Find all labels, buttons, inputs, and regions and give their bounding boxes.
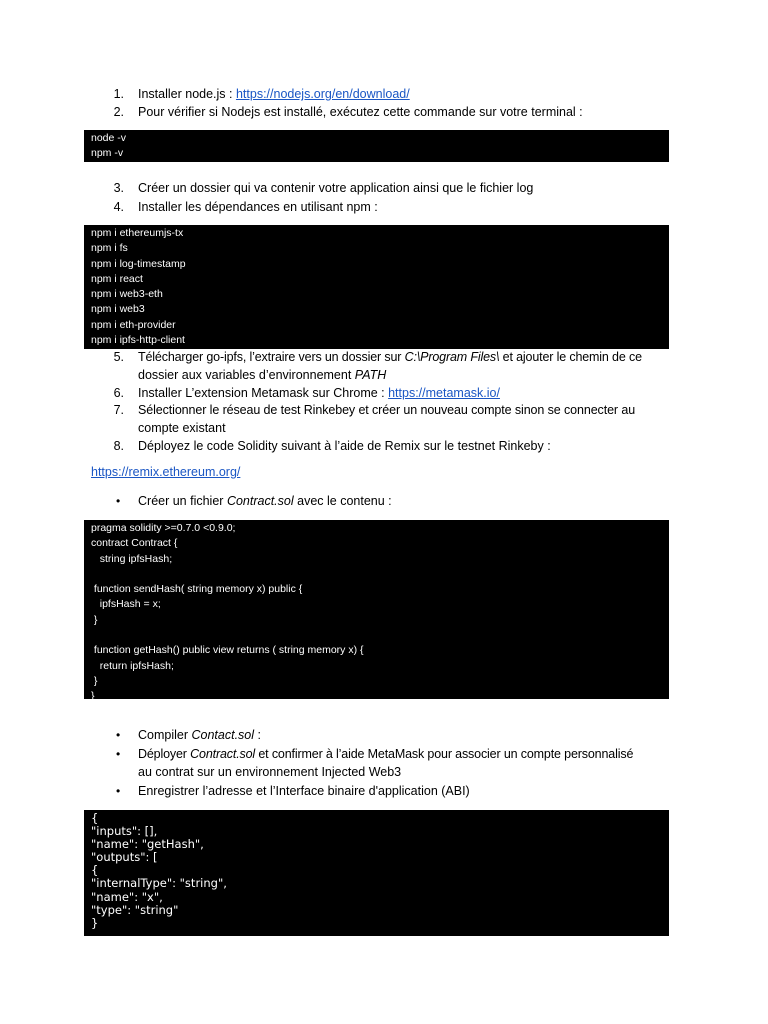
bullet-text: :: [254, 728, 261, 742]
step-text: et ajouter le chemin de ce: [499, 350, 642, 364]
code-line: contract Contract {: [91, 537, 178, 550]
step-text: Installer L’extension Metamask sur Chrome :: [138, 386, 389, 400]
bullet-create-file: [138, 493, 392, 509]
step-5-line2: [138, 367, 386, 383]
step-number: 6.: [113, 386, 124, 400]
code-line: function sendHash( string memory x) public {: [91, 583, 303, 596]
bullet-text: Déployer: [138, 747, 191, 761]
bullet-deploy-line2: au contrat sur un environnement Injected Web3: [138, 765, 402, 779]
code-line: }: [91, 674, 98, 687]
step-4: Installer les dépendances en utilisant npm :: [138, 200, 378, 214]
nodejs-download-link[interactable]: https://nodejs.org/en/download/: [235, 87, 410, 101]
step-number: 1.: [113, 87, 124, 101]
code-line: "name": "x",: [91, 889, 163, 904]
code-block-solidity: [84, 520, 669, 703]
code-line: npm i web3: [91, 303, 145, 316]
step-text: Installer node.js :: [138, 87, 236, 101]
code-line: string ipfsHash;: [91, 552, 173, 565]
step-6: [138, 385, 500, 401]
code-line: npm i ethereumjs-tx: [91, 227, 184, 239]
code-line: "type": "string": [91, 902, 179, 917]
bullet-icon: •: [116, 494, 121, 508]
code-line: npm -v: [91, 147, 124, 160]
code-line: ipfsHash = x;: [91, 598, 161, 611]
remix-link-line: [91, 464, 240, 480]
step-number: 7.: [113, 403, 124, 417]
code-line: "outputs": [: [91, 850, 158, 865]
code-block-abi: [84, 810, 669, 936]
step-2: Pour vérifier si Nodejs est installé, exécutez cette commande sur votre terminal :: [138, 105, 583, 119]
bullet-text: Créer un fichier: [138, 494, 227, 508]
step-3: Créer un dossier qui va contenir votre application ainsi que le fichier log: [138, 181, 534, 195]
code-line: {: [91, 863, 99, 878]
metamask-link[interactable]: https://metamask.io/: [388, 386, 500, 400]
bullet-icon: •: [116, 784, 121, 798]
step-8: Déployez le code Solidity suivant à l’aide de Remix sur le testnet Rinkeby :: [138, 439, 551, 453]
code-line: {: [91, 811, 99, 825]
code-line: return ipfsHash;: [91, 659, 174, 672]
file-name: Contract.sol: [226, 494, 294, 508]
code-line: npm i web3-eth: [91, 288, 163, 301]
path-variable: PATH: [354, 368, 387, 382]
code-line: npm i fs: [91, 242, 128, 255]
code-line: function getHash() public view returns ( string memory x) {: [91, 644, 364, 657]
step-number: 3.: [113, 181, 124, 195]
step-text: dossier aux variables d’environnement: [138, 368, 355, 382]
bullet-icon: •: [116, 728, 121, 742]
code-block-node-version: [84, 130, 669, 162]
code-line: "inputs": [],: [91, 824, 158, 839]
step-number: 4.: [113, 200, 124, 214]
code-line: [91, 628, 662, 643]
bullet-text: avec le contenu :: [293, 494, 392, 508]
step-5: [138, 349, 642, 365]
code-line: node -v: [91, 132, 127, 144]
code-line: }: [91, 690, 95, 703]
step-text: Télécharger go-ipfs, l’extraire vers un dossier sur: [138, 350, 405, 364]
code-line: npm i eth-provider: [91, 318, 176, 331]
step-7-line2: compte existant: [138, 421, 226, 435]
program-files-path: C:\Program Files\: [404, 350, 500, 364]
step-number: 2.: [113, 105, 124, 119]
file-name: Contact.sol: [191, 728, 255, 742]
step-7: Sélectionner le réseau de test Rinkebey et créer un nouveau compte sinon se connecter au: [138, 403, 636, 417]
code-line: }: [91, 915, 99, 930]
code-line: pragma solidity >=0.7.0 <0.9.0;: [91, 522, 236, 534]
bullet-deploy: [138, 746, 633, 762]
step-1: [138, 86, 410, 102]
remix-link[interactable]: https://remix.ethereum.org/: [91, 465, 241, 479]
code-line: npm i log-timestamp: [91, 257, 186, 270]
step-number: 8.: [113, 439, 124, 453]
bullet-text: Compiler: [138, 728, 192, 742]
bullet-text: et confirmer à l’aide MetaMask pour associer un compte personnalisé: [255, 747, 634, 761]
bullet-save-abi: Enregistrer l’adresse et l’Interface binaire d'application (ABI): [138, 784, 470, 798]
code-line: "name": "getHash",: [91, 837, 204, 852]
code-line: "internalType": "string",: [91, 876, 227, 891]
bullet-compile: [138, 727, 261, 743]
bullet-icon: •: [116, 747, 121, 761]
code-block-npm-install: [84, 225, 669, 349]
code-line: [91, 567, 662, 582]
code-line: }: [91, 613, 98, 626]
file-name: Contract.sol: [190, 747, 256, 761]
code-line: npm i ipfs-http-client: [91, 334, 185, 347]
step-number: 5.: [113, 350, 124, 364]
code-line: npm i react: [91, 272, 143, 285]
